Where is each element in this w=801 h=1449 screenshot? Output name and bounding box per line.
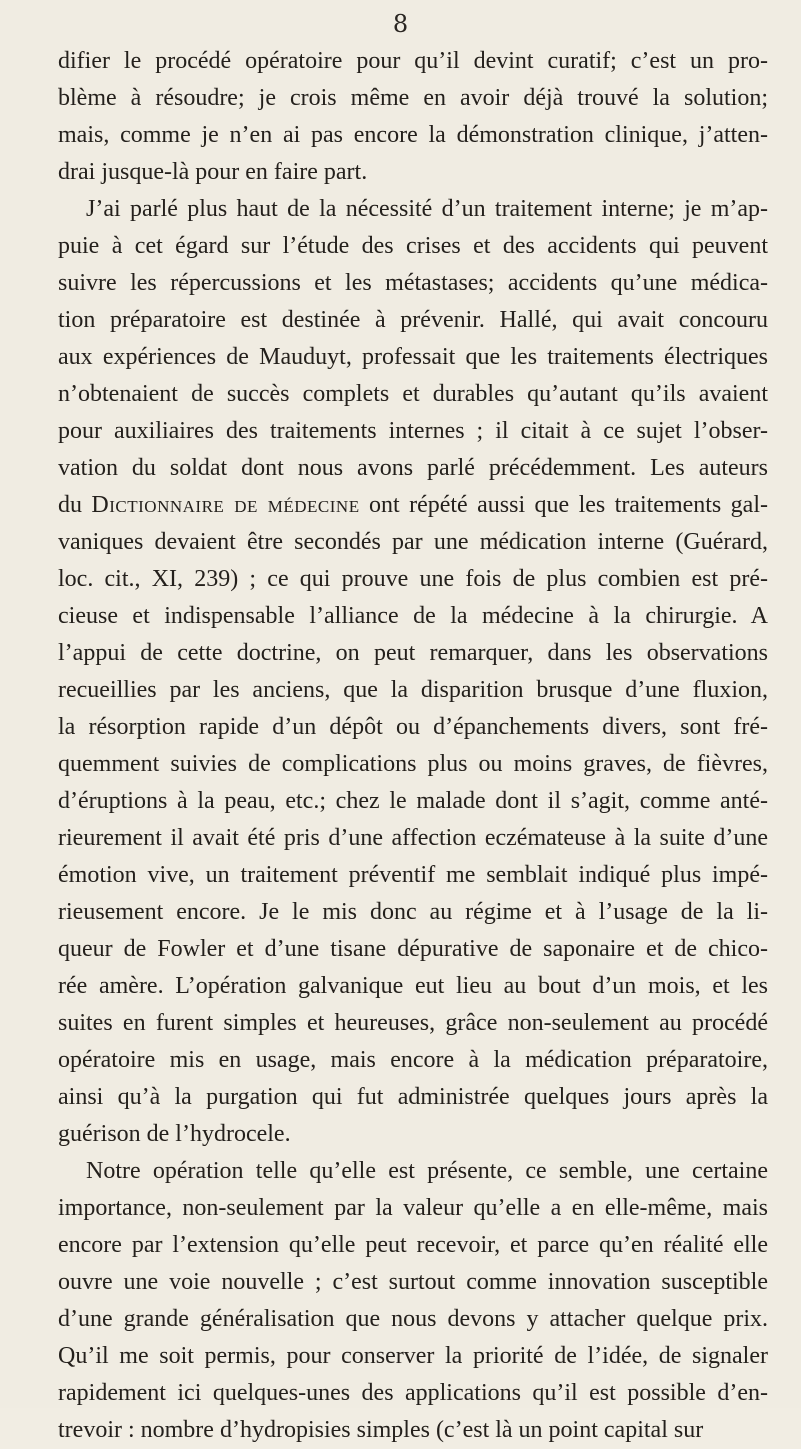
text-line: rieusement encore. Je le mis donc au régime et à l’usage de la li- <box>58 899 768 925</box>
paragraph <box>58 43 768 191</box>
text-line: puie à cet égard sur l’étude des crises et des accidents qui peuvent <box>58 233 768 259</box>
text-line: queur de Fowler et d’une tisane dépurative de saponaire et de chico- <box>58 936 768 962</box>
text-line: recueillies par les anciens, que la disparition brusque d’une fluxion, <box>58 677 768 703</box>
text-line: l’appui de cette doctrine, on peut remarquer, dans les observations <box>58 640 768 666</box>
text-line: guérison de l’hydrocele. <box>58 1121 291 1147</box>
text-line: rapidement ici quelques-unes des applications qu’il est possible d’en- <box>58 1380 768 1406</box>
journal-title: Dictionnaire de médecine <box>91 492 360 518</box>
text-line: d’éruptions à la peau, etc.; chez le malade dont il s’agit, comme anté- <box>58 788 768 814</box>
text-line: d’une grande généralisation que nous devons y attacher quelque prix. <box>58 1306 768 1332</box>
text-line: aux expériences de Mauduyt, professait que les traitements électriques <box>58 344 768 370</box>
text-line: cieuse et indispensable l’alliance de la médecine à la chirurgie. A <box>58 603 768 629</box>
text-line: vaniques devaient être secondés par une médication interne (Guérard, <box>58 529 768 555</box>
text-line: ouvre une voie nouvelle ; c’est surtout comme innovation susceptible <box>58 1269 768 1295</box>
text-line: J’ai parlé plus haut de la nécessité d’un traitement interne; je m’ap- <box>86 196 768 222</box>
text-line: n’obtenaient de succès complets et durables qu’autant qu’ils avaient <box>58 381 768 407</box>
text-line: Qu’il me soit permis, pour conserver la priorité de l’idée, de signaler <box>58 1343 768 1369</box>
text-line: émotion vive, un traitement préventif me semblait indiqué plus impé- <box>58 862 768 888</box>
text-line: la résorption rapide d’un dépôt ou d’épanchements divers, sont fré- <box>58 714 768 740</box>
text-line: importance, non-seulement par la valeur qu’elle a en elle-même, mais <box>58 1195 768 1221</box>
text-line: difier le procédé opératoire pour qu’il devint curatif; c’est un pro- <box>58 48 768 74</box>
body-text <box>58 43 768 1449</box>
page-number: 8 <box>392 10 409 38</box>
text-line: quemment suivies de complications plus ou moins graves, de fièvres, <box>58 751 768 777</box>
text-line: drai jusque-là pour en faire part. <box>58 159 368 185</box>
text-line: du Dictionnaire de médecine ont répété aussi que les traitements gal- <box>58 492 768 518</box>
text-line: encore par l’extension qu’elle peut recevoir, et parce qu’en réalité elle <box>58 1232 768 1258</box>
text-line: rée amère. L’opération galvanique eut lieu au bout d’un mois, et les <box>58 973 768 999</box>
text-line: trevoir : nombre d’hydropisies simples (c’est là un point capital sur <box>58 1417 704 1443</box>
text-line: Notre opération telle qu’elle est présente, ce semble, une certaine <box>86 1158 768 1184</box>
text-line: pour auxiliaires des traitements internes ; il citait à ce sujet l’obser- <box>58 418 768 444</box>
paragraph <box>58 1153 768 1449</box>
text-line: mais, comme je n’en ai pas encore la démonstration clinique, j’atten- <box>58 122 768 148</box>
text-line: opératoire mis en usage, mais encore à la médication préparatoire, <box>58 1047 768 1073</box>
text-line: rieurement il avait été pris d’une affection eczémateuse à la suite d’une <box>58 825 768 851</box>
text-line: tion préparatoire est destinée à prévenir. Hallé, qui avait concouru <box>58 307 768 333</box>
text-line: suites en furent simples et heureuses, grâce non-seulement au procédé <box>58 1010 768 1036</box>
text-line: suivre les répercussions et les métastases; accidents qu’une médica- <box>58 270 768 296</box>
text-line: loc. cit., XI, 239) ; ce qui prouve une fois de plus combien est pré- <box>58 566 768 592</box>
paragraph <box>58 191 768 1153</box>
text-line: blème à résoudre; je crois même en avoir déjà trouvé la solution; <box>58 85 768 111</box>
text-line: ainsi qu’à la purgation qui fut administrée quelques jours après la <box>58 1084 768 1110</box>
text-line: vation du soldat dont nous avons parlé précédemment. Les auteurs <box>58 455 768 481</box>
